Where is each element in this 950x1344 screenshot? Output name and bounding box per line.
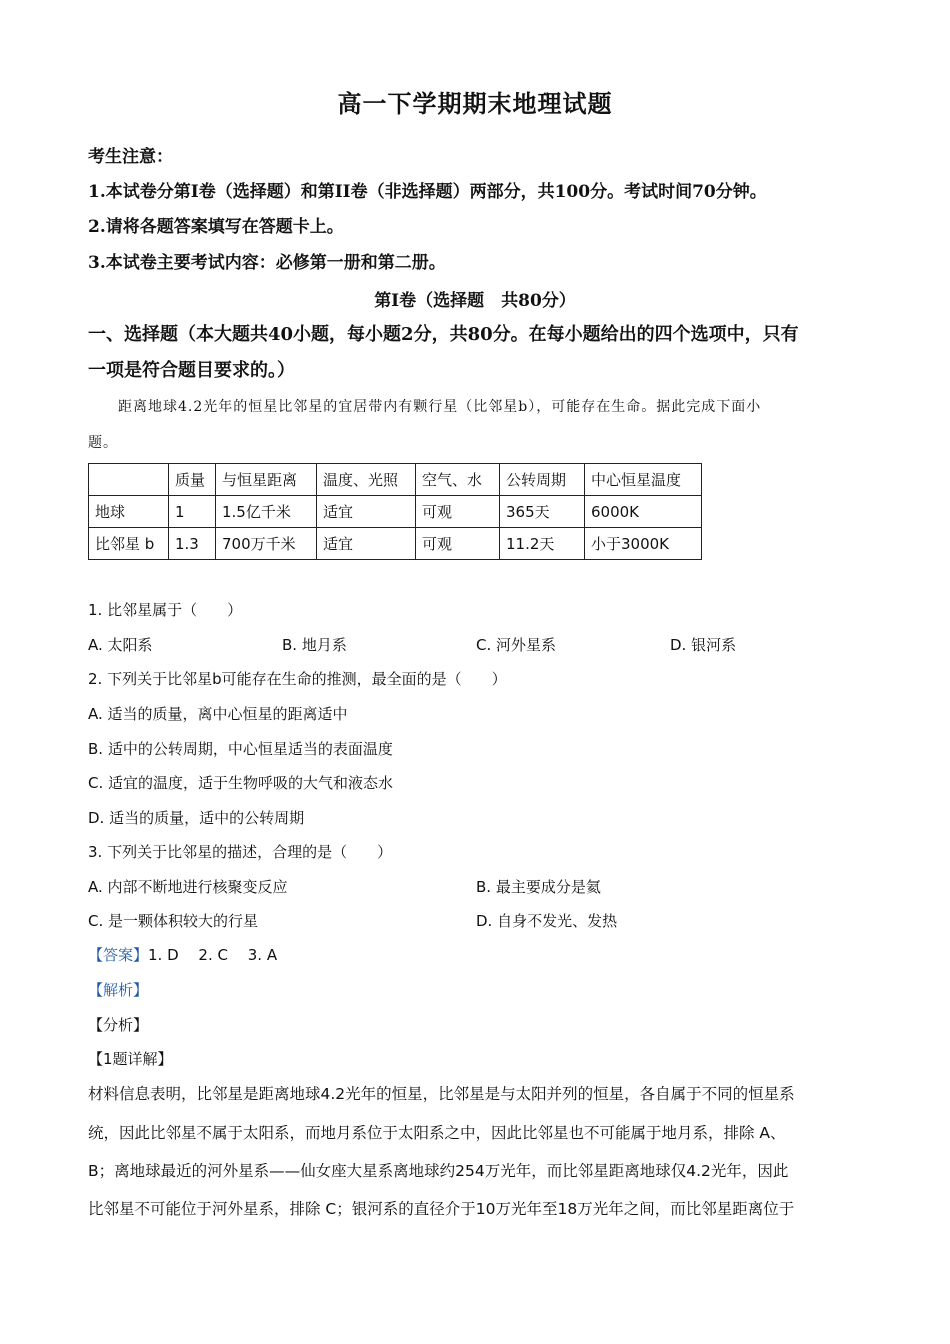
question-stem: 3. 下列关于比邻星的描述，合理的是（ ）: [88, 843, 393, 861]
part-one-heading: 一、选择题（本大题共40小题，每小题2分，共80分。在每小题给出的四个选项中，只有: [88, 324, 799, 345]
question-option: C. 是一颗体积较大的行星: [88, 912, 259, 930]
question-option: B. 最主要成分是氦: [476, 878, 601, 896]
question-stem: 2. 下列关于比邻星b可能存在生命的推测，最全面的是（ ）: [88, 670, 507, 688]
table-cell: 1.5亿千米: [216, 496, 317, 528]
question-option: B. 适中的公转周期，中心恒星适当的表面温度: [88, 740, 393, 758]
table-cell: 比邻星 b: [89, 528, 169, 560]
question-option: D. 银河系: [670, 636, 737, 654]
explanation-line: B；离地球最近的河外星系——仙女座大星系离地球约254万光年，而比邻星距离地球仅4.2光年，因此: [88, 1162, 789, 1180]
detail-label: 【1题详解】: [88, 1050, 173, 1068]
question-option: C. 河外星系: [476, 636, 557, 654]
table-row: [89, 528, 702, 560]
question-option: D. 适当的质量，适中的公转周期: [88, 809, 305, 827]
table-header-cell: 中心恒星温度: [585, 464, 702, 496]
notice-item: 2.请将各题答案填写在答题卡上。: [88, 217, 344, 237]
table-cell: 地球: [89, 496, 169, 528]
table-cell: 小于3000K: [585, 528, 702, 560]
question-stem: 1. 比邻星属于（ ）: [88, 601, 243, 619]
table-cell: 可观: [416, 496, 500, 528]
table-header-cell: [89, 464, 169, 496]
part-one-heading-cont: 一项是符合题目要求的。）: [88, 360, 295, 381]
table-header-cell: 与恒星距离: [216, 464, 317, 496]
answer-text: 1. D 2. C 3. A: [148, 946, 278, 964]
table-cell: 1.3: [169, 528, 216, 560]
notice-item: 1.本试卷分第Ⅰ卷（选择题）和第II卷（非选择题）两部分，共100分。考试时间70分钟。: [88, 182, 767, 202]
analysis-label: 【解析】: [88, 981, 149, 999]
explanation-line: 比邻星不可能位于河外星系，排除 C；银河系的直径介于10万光年至18万光年之间，而比邻星距离位于: [88, 1200, 795, 1218]
question-option: A. 内部不断地进行核聚变反应: [88, 878, 288, 896]
material-intro: 距离地球4.2光年的恒星比邻星的宜居带内有颗行星（比邻星b），可能存在生命。据此完成下面小: [118, 399, 762, 415]
table-cell: 1: [169, 496, 216, 528]
fenxi-label: 【分析】: [88, 1016, 149, 1034]
question-option: C. 适宜的温度，适于生物呼吸的大气和液态水: [88, 774, 394, 792]
table-row: [89, 496, 702, 528]
table-header-cell: 质量: [169, 464, 216, 496]
section-title: 第Ⅰ卷（选择题 共80分）: [374, 291, 576, 311]
table-header-cell: 公转周期: [500, 464, 585, 496]
answer-label: 【答案】: [88, 946, 149, 964]
table-cell: 365天: [500, 496, 585, 528]
explanation-line: 统，因此比邻星不属于太阳系，而地月系位于太阳系之中，因此比邻星也不可能属于地月系，排除 A、: [88, 1124, 786, 1142]
planet-comparison-table: [88, 463, 702, 560]
table-header-cell: 温度、光照: [317, 464, 416, 496]
question-option: A. 适当的质量，离中心恒星的距离适中: [88, 705, 348, 723]
notice-item: 3.本试卷主要考试内容：必修第一册和第二册。: [88, 253, 446, 273]
explanation-line: 材料信息表明，比邻星是距离地球4.2光年的恒星，比邻星是与太阳并列的恒星，各自属于不同的恒星系: [88, 1085, 795, 1103]
material-intro-cont: 题。: [88, 435, 118, 451]
question-option: B. 地月系: [282, 636, 347, 654]
answer-line: [88, 944, 277, 965]
table-header-row: [89, 464, 702, 496]
table-header-cell: 空气、水: [416, 464, 500, 496]
table-cell: 700万千米: [216, 528, 317, 560]
notice-heading: 考生注意：: [88, 147, 173, 167]
table-cell: 6000K: [585, 496, 702, 528]
question-option: D. 自身不发光、发热: [476, 912, 618, 930]
table-cell: 11.2天: [500, 528, 585, 560]
page-title: 高一下学期期末地理试题: [337, 89, 613, 118]
table-cell: 可观: [416, 528, 500, 560]
table-cell: 适宜: [317, 496, 416, 528]
question-option: A. 太阳系: [88, 636, 153, 654]
table-cell: 适宜: [317, 528, 416, 560]
